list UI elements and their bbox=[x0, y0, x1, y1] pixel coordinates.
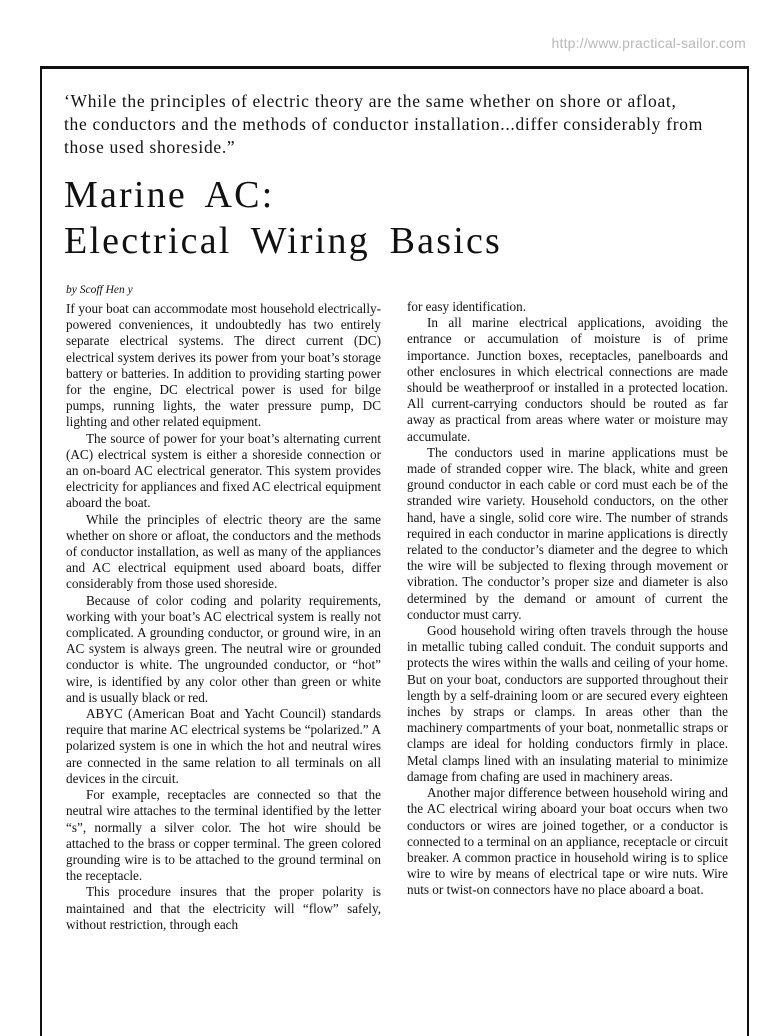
paragraph: This procedure insures that the proper polarity is maintained and that the electricity will “flow” safely, without restriction, through each bbox=[66, 884, 381, 932]
title-line-1: Marine AC: bbox=[64, 174, 275, 216]
paragraph: Because of color coding and polarity requirements, working with your boat’s AC electrical system is really not complicated. A grounding conductor, or ground wire, in an AC system is always green. The neutral wire or grounded conductor is white. The ungrounded conductor, or “hot” wire, is identified by any color other than green or white and is usually black or red. bbox=[66, 592, 381, 705]
right-column bbox=[407, 299, 728, 899]
paragraph: The source of power for your boat’s alternating current (AC) electrical system is either a shoreside connection or an on-board AC electrical generator. This system provides electricity for appliances and fixed AC electrical equipment aboard the boat. bbox=[66, 430, 381, 511]
article-title bbox=[64, 172, 704, 264]
paragraph: The conductors used in marine applications must be made of stranded copper wire. The black, white and green ground conductor in each cable or cord must each be of the stranded wire variety. Household conductors, on the other hand, have a single, solid core wire. The number of strands required in each conductor in marine applications is directly related to the conductor’s diameter and the degree to which the wire will be subjected to flexing through movement or vibration. The conductor’s proper size and diameter is also determined by the demand or amount of current the conductor must carry. bbox=[407, 444, 728, 622]
paragraph: for easy identification. bbox=[407, 299, 527, 314]
pull-quote: ‘While the principles of electric theory are the same whether on shore or afloat, the conductors and the methods of conductor installation...differ considerably from those used shoreside.” bbox=[64, 91, 704, 157]
source-url[interactable]: http://www.practical-sailor.com bbox=[551, 35, 746, 51]
paragraph: If your boat can accommodate most household electrically-powered conveniences, it undoubtedly has two entirely separate electrical systems. The direct current (DC) electrical system derives its power from your boat’s storage battery or batteries. In addition to providing starting power for the engine, DC electrical power is used for bilge pumps, running lights, the water pressure pump, DC lighting and other related equipment. bbox=[66, 301, 381, 430]
byline: by Scoff Hen y bbox=[66, 284, 133, 296]
paragraph: In all marine electrical applications, avoiding the entrance or accumulation of moisture is of prime importance. Junction boxes, receptacles, panelboards and other enclosures in which electrical connections are made should be weatherproof or installed in a protected location. All current-carrying conductors should be routed as far away as practical from areas where water or moisture may accumulate. bbox=[407, 315, 728, 444]
paragraph: ABYC (American Boat and Yacht Council) standards require that marine AC electrical systems be “polarized.” A polarized system is one in which the hot and neutral wires are connected in the same relation to all terminals on all devices in the circuit. bbox=[66, 706, 381, 786]
title-line-2: Electrical Wiring Basics bbox=[64, 220, 503, 262]
paragraph: Good household wiring often travels through the house in metallic tubing called conduit. The conduit supports and protects the wires within the walls and ceiling of your home. But on your boat, conductors are supported throughout their length by a self-draining loom or are secured every eighteen inches by straps or clamps. In areas other than the machinery compartments of your boat, nonmetallic straps or clamps are ideal for holding conductors firmly in place. Metal clamps lined with an insulating material to minimize damage from chafing are used in machinery areas. bbox=[407, 623, 728, 784]
paragraph: Another major difference between household wiring and the AC electrical wiring aboard your boat occurs when two conductors or wires are joined together, or a conductor is connected to a terminal on an appliance, receptacle or circuit breaker. A common practice in household wiring is to splice wire to wire by means of electrical tape or wire nuts. Wire nuts or twist-on connectors have no place aboard a boat. bbox=[407, 785, 728, 898]
paragraph: For example, receptacles are connected so that the neutral wire attaches to the terminal identified by the letter “s”, normally a silver color. The hot wire should be attached to the brass or copper terminal. The green colored grounding wire is to be attached to the ground terminal on the receptacle. bbox=[66, 787, 381, 884]
left-column bbox=[66, 301, 381, 933]
paragraph: While the principles of electric theory are the same whether on shore or afloat, the conductors and the methods of conductor installation, as well as many of the appliances and AC electrical equipment used aboard boats, differ considerably from those used shoreside. bbox=[66, 511, 381, 592]
